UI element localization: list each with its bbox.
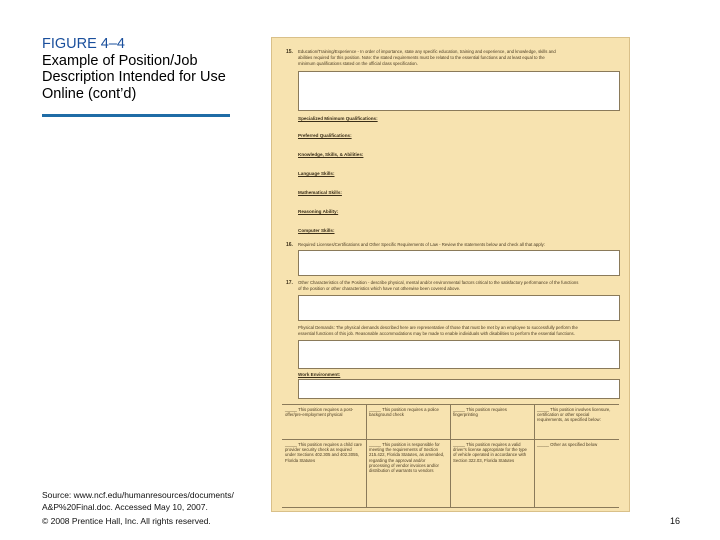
licenses-box xyxy=(298,250,620,276)
section-16-number: 16. xyxy=(286,242,293,248)
copyright-notice: © 2008 Prentice Hall, Inc. All rights reserved. xyxy=(42,516,211,526)
other-characteristics-box xyxy=(298,295,620,321)
specialized-qualifications-label: Specialized Minimum Qualifications: xyxy=(298,116,378,121)
checklist-item: _____ Other as specified below xyxy=(537,442,598,447)
section-17-number: 17. xyxy=(286,280,293,286)
job-description-form-image xyxy=(271,37,630,512)
title-underline xyxy=(42,114,230,117)
section-15-number: 15. xyxy=(286,49,293,55)
source-line-1: Source: www.ncf.edu/humanresources/documents/ xyxy=(42,490,234,500)
computer-skills-label: Computer Skills: xyxy=(298,228,335,233)
section-15-text-line1: Education/Training/Experience - In order of importance, state any specific education, training and experience, and knowledge, skills and xyxy=(298,49,556,54)
checklist-item: _____ This position requires fingerprinting xyxy=(453,407,507,418)
physical-demands-text-line1: Physical Demands: The physical demands described here are representative of those that must be met by an employee to successfully perform the xyxy=(298,325,578,330)
reasoning-ability-label: Reasoning Ability: xyxy=(298,209,339,214)
figure-title xyxy=(42,36,242,102)
physical-demands-text-line2: essential functions of this job. Reasonable accommodations may be made to enable individuals with disabilities to perform the essential functions. xyxy=(298,331,575,336)
figure-label: FIGURE 4–4 xyxy=(42,36,125,52)
section-17-text-line1: Other Characteristics of the Position - describe physical, mental and/or environmental factors critical to the satisfactory performance of the functions xyxy=(298,280,579,285)
requirements-checklist xyxy=(282,404,619,508)
section-16-text: Required Licenses/Certifications and Other Specific Requirements of Law - Review the statements below and check all that apply: xyxy=(298,242,545,247)
education-box xyxy=(298,71,620,111)
section-15-text-line2: abilities required for this position. Note: the stated requirements must be related to the essential functions and at least equal to the xyxy=(298,55,545,60)
checklist-item: _____ This position involves licensure, certification or other special requirements, as specified below: xyxy=(537,407,611,423)
source-citation xyxy=(42,489,282,513)
source-line-2: A&P%20Final.doc. Accessed May 10, 2007. xyxy=(42,502,208,512)
checklist-item: _____ This position requires a valid driver's license appropriate for the type of vehicle operated in accordance with Section 322.03, Florida Statutes xyxy=(453,442,527,463)
math-skills-label: Mathematical Skills: xyxy=(298,190,342,195)
section-17-text-line2: of the position or other characteristics which have not otherwise been covered above. xyxy=(298,286,461,291)
figure-caption: Example of Position/Job Description Intended for Use Online (cont’d) xyxy=(42,52,226,102)
checklist-item: _____ This position requires a post-offer/pre-employment physical xyxy=(285,407,354,418)
checklist-item: _____ This position requires a child care provider security check as required under Sections 402.305 and 402.3055, Florida Statutes xyxy=(285,442,363,463)
language-skills-label: Language Skills: xyxy=(298,171,335,176)
section-15-text-line3: minimum qualifications stated on the official class specification. xyxy=(298,61,418,66)
checklist-item: _____ This position requires a police background check xyxy=(369,407,439,418)
physical-demands-box xyxy=(298,340,620,369)
work-environment-box xyxy=(298,379,620,399)
ksa-label: Knowledge, Skills, & Abilities: xyxy=(298,152,364,157)
checklist-item: _____ This position is responsible for meeting the requirements of Section 215.422, Florida Statutes, as amended, regarding the approval and/or processing of vendor invoices and/or distribution of warrants to vendors xyxy=(369,442,445,474)
page-number: 16 xyxy=(669,516,680,526)
preferred-qualifications-label: Preferred Qualifications: xyxy=(298,133,352,138)
work-environment-label: Work Environment: xyxy=(298,372,341,377)
